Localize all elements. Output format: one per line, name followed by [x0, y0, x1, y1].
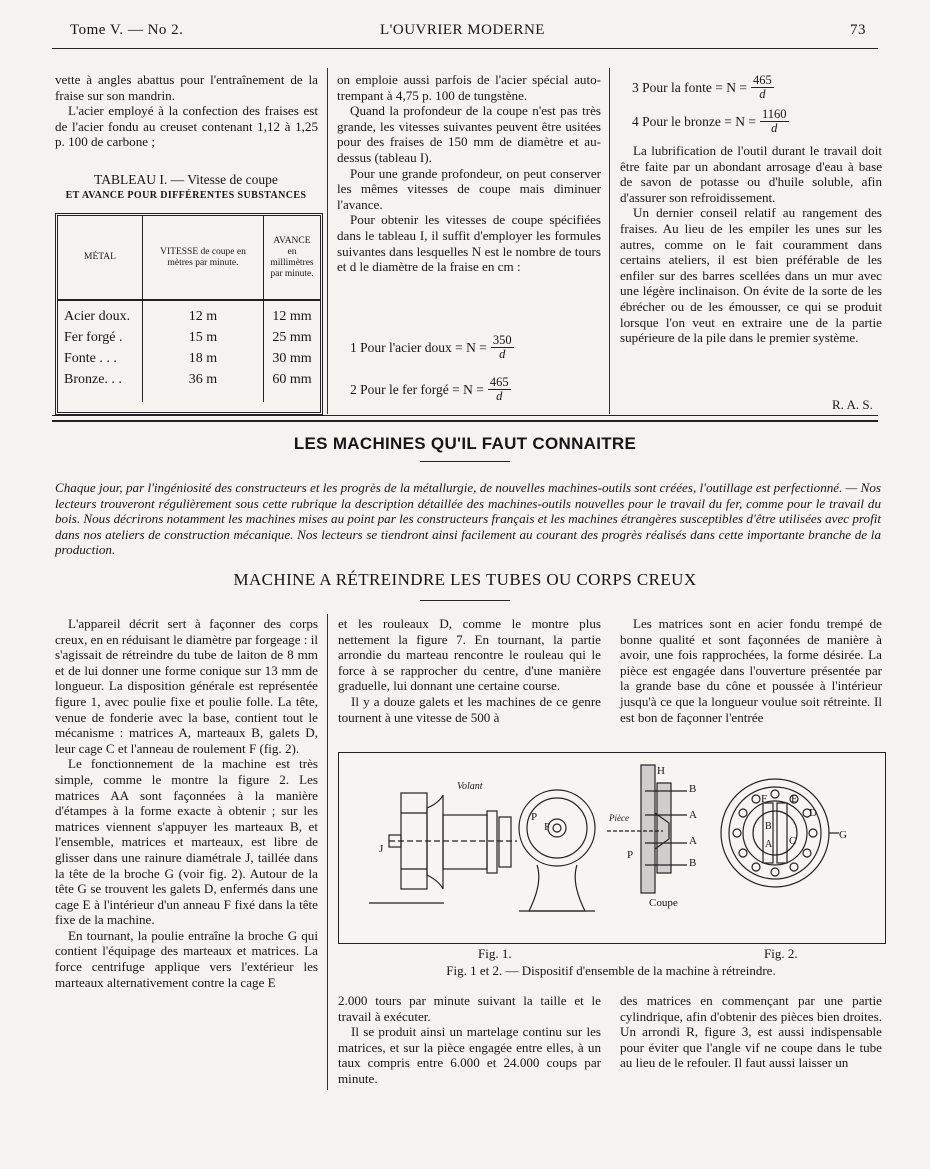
table-header-metal: MÉTAL	[58, 216, 143, 300]
numerator: 465	[752, 73, 772, 87]
formula-label: 3 Pour la fonte = N =	[632, 79, 747, 95]
denominator: d	[759, 87, 766, 101]
table-cell: 12 m	[143, 306, 264, 327]
label-fig2-g: G	[839, 829, 847, 841]
table-caption-line1: TABLEAU I. — Vitesse de coupe	[94, 172, 278, 187]
section-rule-thick	[52, 420, 878, 422]
label-a2: A	[689, 835, 697, 847]
label-fig2-e: E	[791, 793, 798, 805]
column-divider	[327, 614, 328, 1090]
article-col2-top	[338, 616, 601, 725]
paragraph: L'appareil décrit sert à façonner des corps creux, en en réduisant le diamètre par forgeage : il s'agissait de rétreindre du tube de laiton de 8 mm et de lui donner une forme conique sur 13 mm de longueur. La disposition générale est représentée figure 1, avec poulie fixe et poulie folle. La tête, venue de fonderie avec la base, contient tout le mécanisme : matrices A, marteaux B, galets D, leur cage C et l'anneau de roulement F (fig. 2).	[55, 616, 318, 756]
numerator: 1160	[761, 107, 787, 121]
label-f: F	[544, 821, 551, 833]
formula-fraction	[760, 108, 789, 135]
formula-acier	[350, 334, 514, 361]
article-title-underline	[420, 600, 510, 601]
col1-top	[55, 72, 318, 150]
label-coupe: Coupe	[649, 897, 678, 909]
column-divider	[609, 68, 610, 414]
paragraph: des matrices en commençant par une partie cylindrique, afin d'obtenir des pièces bien droites. Un arrondi R, figure 3, est aussi indispensable pour éviter que l'angle vif ne coupe dans le tube au lieu de le refouler. Il faut aussi laisser un	[620, 993, 882, 1071]
col3-top	[620, 143, 882, 346]
label-h: H	[657, 765, 665, 777]
table-header-vitesse: VITESSE de coupe en mètres par minute.	[143, 216, 264, 300]
denominator: d	[496, 389, 503, 403]
label-fig2-b: B	[765, 821, 772, 832]
fig1-label: Fig. 1.	[478, 946, 512, 961]
table-row	[58, 348, 320, 369]
paragraph: Pour une grande profondeur, on peut conserver les mêmes vitesses de coupe mais diminuer l'avance.	[337, 165, 601, 212]
label-fig2-c: C	[789, 835, 797, 847]
table-cell: 15 m	[143, 327, 264, 348]
machine-diagram	[339, 753, 885, 943]
label-b1: B	[689, 783, 697, 795]
formula-fonte	[632, 74, 774, 101]
label-volant: Volant	[457, 781, 483, 792]
label-p2: P	[627, 849, 634, 861]
formula-fraction	[751, 74, 774, 101]
denominator: d	[499, 347, 506, 361]
paragraph: 2.000 tours par minute suivant la taille et le travail à exécuter.	[338, 993, 601, 1024]
paragraph: Pour obtenir les vitesses de coupe spécifiées dans le tableau I, il suffit d'employer les formules suivantes dans lesquelles N est le nombre de tours et d le diamètre de la fraise en cm :	[337, 212, 601, 275]
table-cell: Acier doux.	[58, 306, 143, 327]
paragraph: L'acier employé à la confection des fraises est de l'acier fondu au creuset contenant 1,12 à 1,25 p. 100 de carbone ;	[55, 103, 318, 150]
numerator: 350	[492, 333, 512, 347]
section-title: LES MACHINES QU'IL FAUT CONNAITRE	[293, 434, 637, 453]
formula-bronze	[632, 108, 789, 135]
figure-box	[338, 752, 886, 944]
col2-top	[337, 72, 601, 275]
paragraph: on emploie aussi parfois de l'acier spécial auto-trempant à 4,75 p. 100 de tungstène.	[337, 72, 601, 103]
paragraph: En tournant, la poulie entraîne la broche G qui contient l'équipage des marteaux et matrices. La force centrifuge applique vers l'extérieur les marteaux alternativement contre la cage E	[55, 927, 318, 990]
column-divider	[327, 68, 328, 414]
fig2-label: Fig. 2.	[764, 946, 798, 961]
table-row	[58, 369, 320, 390]
header-page-number: 73	[850, 22, 866, 38]
figure-caption: Fig. 1 et 2. — Dispositif d'ensemble de la machine à rétreindre.	[446, 963, 776, 978]
article-col3-top	[620, 616, 882, 725]
paragraph: Un dernier conseil relatif au rangement des fraises. Au lieu de les empiler les unes sur les autres, comme on le fait couramment dans certains ateliers, il est bien préférable de les enfiler sur des barres scellées dans un mur avec une légère inclinaison. On évite de la sorte de les ébrécher ou de les émousser, ce qui se produit lorsque l'on veut en extraire une de la partie supérieure de la pile dans le premier système.	[620, 205, 882, 346]
article-col2-bottom	[338, 993, 601, 1087]
paragraph: vette à angles abattus pour l'entraînement de la fraise sur son mandrin.	[55, 72, 318, 103]
paragraph: La lubrification de l'outil durant le travail doit être faite par un abondant arrosage d'eau à base de savon de potasse ou d'huile soluble, afin d'assurer son refroidissement.	[620, 143, 882, 205]
section-rule	[52, 415, 878, 416]
article-title: MACHINE A RÉTREINDRE LES TUBES OU CORPS CREUX	[233, 570, 697, 589]
pulley-housing	[401, 793, 427, 889]
title-underline	[420, 461, 510, 462]
table-cell: 18 m	[143, 348, 264, 369]
denominator: d	[771, 121, 778, 135]
header-volume: Tome V. — No 2.	[70, 22, 184, 38]
label-fig2-a: A	[765, 839, 773, 850]
article-col1	[55, 616, 318, 990]
table-cell: Bronze. . .	[58, 369, 143, 390]
speed-table	[55, 213, 323, 415]
article-col3-bottom	[620, 993, 882, 1071]
label-fig2-f: F	[761, 793, 768, 805]
table-cell: 36 m	[143, 369, 264, 390]
header-rule	[52, 48, 878, 49]
table-row	[58, 306, 320, 327]
label-b2: B	[689, 857, 697, 869]
table-caption	[52, 172, 320, 201]
section-intro: Chaque jour, par l'ingéniosité des constructeurs et les progrès de la métallurgie, de nouvelles machines-outils sont créées, l'outillage est perfectionné. — Nos lecteurs trouveront régulièrement sous cette rubrique la description détaillée des machines-outils nouvelles pour le travail du fer, comme pour le travail du bois. Nous décrirons notamment les machines mises au point par les constructeurs français et les machines étrangères susceptibles d'être utilisées avec profit dans nos ateliers de construction mécanique. Nos lecteurs se tiendront ainsi facilement au courant des progrès réalisés dans cette importante branche de la production.	[55, 480, 881, 558]
paragraph: Il y a douze galets et les machines de ce genre tournent à une vitesse de 500 à	[338, 693, 601, 725]
label-a1: A	[689, 809, 697, 821]
label-piece: Pièce	[609, 813, 629, 823]
table-caption-line2: ET AVANCE POUR DIFFÉRENTES SUBSTANCES	[65, 190, 307, 201]
table-cell: 12 mm	[272, 309, 312, 324]
formula-fraction	[488, 376, 511, 403]
label-fig2-d: D	[809, 807, 817, 819]
label-p: P	[531, 811, 538, 823]
paragraph: Les matrices sont en acier fondu trempé de bonne qualité et sont façonnées de manière à avoir, une fois rapprochées, la forme désirée. La pièce est engagée dans l'ouverture présentée par la grande base du cône et poussée à l'intérieur jusqu'à ce que la longueur voulue soit rétreinte. Il est bon de façonner l'entrée	[620, 616, 882, 725]
formula-fraction	[491, 334, 514, 361]
formula-fer	[350, 376, 511, 403]
table-cell: Fer forgé .	[58, 327, 143, 348]
table-row	[58, 327, 320, 348]
label-j: J	[379, 843, 384, 855]
paragraph: et les rouleaux D, comme le montre plus nettement la figure 7. En tournant, la partie arrondie du marteau rencontre le rouleau qui le force à se rapprocher du centre, d'une manière graduelle, lui donnant une certaine course.	[338, 616, 601, 694]
table-cell: 25 mm	[272, 330, 312, 345]
table-cell: Fonte . . .	[58, 348, 143, 369]
formula-label: 1 Pour l'acier doux = N =	[350, 339, 487, 355]
table-cell: 60 mm	[272, 372, 312, 387]
formula-label: 2 Pour le fer forgé = N =	[350, 381, 484, 397]
header-title: L'OUVRIER MODERNE	[380, 22, 545, 38]
paragraph: Il se produit ainsi un martelage continu sur les matrices, et sur la pièce engagée entre elles, à un taux compris entre 6.000 et 24.000 coups par minute.	[338, 1024, 601, 1086]
paragraph: Le fonctionnement de la machine est très simple, comme le montre la figure 2. Les matrices AA sont façonnées à la manière d'étampes à la forme exacte à obtenir ; sur les matrices viennent s'appuyer les marteaux B, et l'ensemble, matrices et marteaux, est libre de glisser dans une rainure diamétrale J, taillée dans la tête de la broche G (voir fig. 2). Autour de la tête G se trouvent les galets D, enfermés dans une cage E à l'intérieur d'un anneau F fixé dans la tête fixe de la machine.	[55, 756, 318, 928]
numerator: 465	[489, 375, 509, 389]
paragraph: Quand la profondeur de la coupe n'est pas très grande, les vitesses suivantes peuvent être usitées pour des fraises de 150 mm de diamètre et au-dessus (tableau I).	[337, 103, 601, 165]
table-header-avance: AVANCE en millimètres par minute.	[270, 235, 314, 279]
signature: R. A. S.	[832, 397, 873, 412]
table-cell: 30 mm	[272, 351, 312, 366]
formula-label: 4 Pour le bronze = N =	[632, 113, 756, 129]
